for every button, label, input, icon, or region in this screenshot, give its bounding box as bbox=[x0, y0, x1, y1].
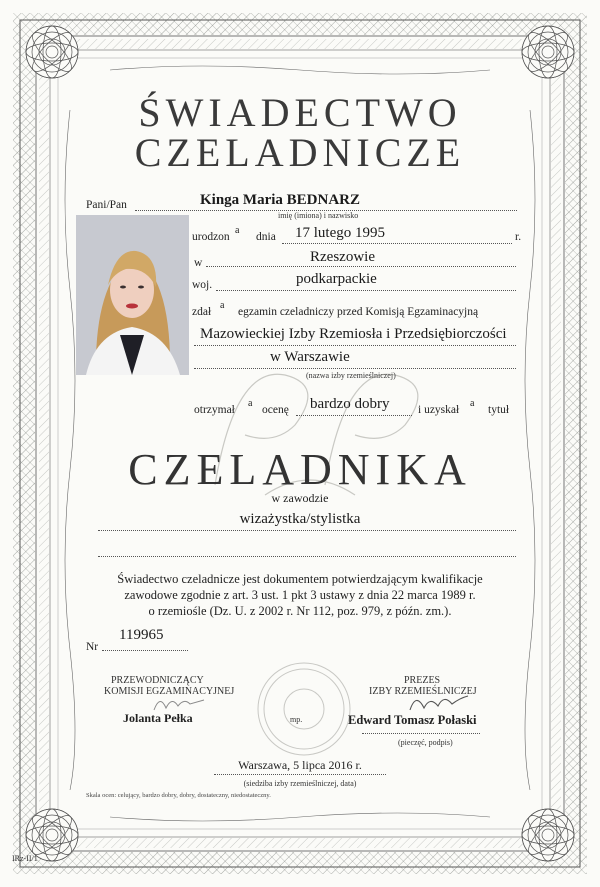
issue-caption: (siedziba izby rzemieślniczej, data) bbox=[243, 779, 357, 788]
profession-label: w zawodzie bbox=[271, 491, 329, 505]
form-code: IRz-II/1 bbox=[12, 854, 38, 863]
born-suffix: a bbox=[235, 225, 240, 236]
birth-date: 17 lutego 1995 bbox=[295, 225, 385, 241]
chamber-caption: (nazwa izby rzemieślniczej) bbox=[306, 371, 396, 380]
chamber-line2-dots bbox=[194, 368, 516, 369]
left-sign-name: Jolanta Pełka bbox=[123, 711, 193, 725]
right-sign-name: Edward Tomasz Połaski bbox=[348, 713, 477, 727]
chamber-line1-dots bbox=[194, 345, 516, 346]
nr-line bbox=[102, 650, 188, 651]
right-sign-line bbox=[362, 733, 480, 734]
right-sign-title2: IZBY RZEMIEŚLNICZEJ bbox=[369, 686, 477, 697]
holder-name: Kinga Maria BEDNARZ bbox=[200, 192, 361, 208]
main-title: CZELADNIKA bbox=[128, 445, 472, 494]
profession-line2 bbox=[98, 556, 516, 557]
pani-pan-label: Pani/Pan bbox=[86, 199, 127, 211]
issue-place-date: Warszawa, 5 lipca 2016 r. bbox=[238, 758, 362, 772]
legal-line3: o rzemiośle (Dz. U. z 2002 r. Nr 112, poz. 979, z późn. zm.). bbox=[148, 604, 452, 618]
grade-label: ocenę bbox=[262, 404, 289, 416]
right-sign-title1: PREZES bbox=[404, 675, 441, 686]
profession-value: wizażystka/stylistka bbox=[239, 511, 361, 527]
mp-label: mp. bbox=[290, 715, 303, 724]
issue-line bbox=[214, 774, 386, 775]
passed-label: zdał bbox=[192, 306, 212, 318]
received-label: otrzymał bbox=[194, 404, 235, 416]
holder-photo bbox=[76, 215, 189, 375]
grade-value: bardzo dobry bbox=[310, 396, 390, 412]
name-caption: imię (imiona) i nazwisko bbox=[278, 211, 359, 220]
legal-line2: zawodowe zgodnie z art. 3 ust. 1 pkt 3 ustawy z dnia 22 marca 1989 r. bbox=[124, 588, 476, 602]
grade-line bbox=[296, 415, 412, 416]
w-label: w bbox=[194, 257, 203, 269]
birth-date-line bbox=[282, 243, 512, 244]
right-sign-caption: (pieczęć, podpis) bbox=[398, 738, 453, 747]
chamber-line2: w Warszawie bbox=[270, 349, 350, 365]
obtained-label: i uzyskał bbox=[418, 404, 460, 416]
chamber-line1: Mazowieckiej Izby Rzemiosła i Przedsiębiorczości bbox=[200, 326, 507, 342]
title-label: tytuł bbox=[488, 404, 510, 416]
obtained-suffix: a bbox=[470, 398, 475, 409]
voivodeship: podkarpackie bbox=[296, 271, 377, 287]
birth-place-line bbox=[206, 266, 516, 267]
voivodeship-line bbox=[216, 290, 516, 291]
passed-suffix: a bbox=[220, 300, 225, 311]
round-stamp bbox=[255, 660, 353, 758]
nr-label: Nr bbox=[86, 641, 99, 653]
certificate-number: 119965 bbox=[119, 627, 164, 643]
certificate-title-line1: ŚWIADECTWO bbox=[138, 90, 462, 135]
certificate-title-line2: CZELADNICZE bbox=[134, 130, 466, 175]
left-sign-title1: PRZEWODNICZĄCY bbox=[111, 675, 204, 686]
birth-place: Rzeszowie bbox=[310, 249, 375, 265]
passed-text: egzamin czeladniczy przed Komisją Egzaminacyjną bbox=[238, 306, 479, 318]
woj-label: woj. bbox=[192, 279, 213, 291]
born-label: urodzon bbox=[192, 231, 230, 243]
legal-line1: Świadectwo czeladnicze jest dokumentem potwierdzającym kwalifikacje bbox=[117, 572, 483, 586]
grade-scale: Skala ocen: celujący, bardzo dobry, dobry, dostateczny, niedostateczny. bbox=[86, 792, 271, 799]
year-suffix: r. bbox=[515, 231, 522, 243]
day-label: dnia bbox=[256, 231, 276, 243]
received-suffix: a bbox=[248, 398, 253, 409]
left-sign-title2: KOMISJI EGZAMINACYJNEJ bbox=[104, 686, 235, 697]
profession-line1 bbox=[98, 530, 516, 531]
